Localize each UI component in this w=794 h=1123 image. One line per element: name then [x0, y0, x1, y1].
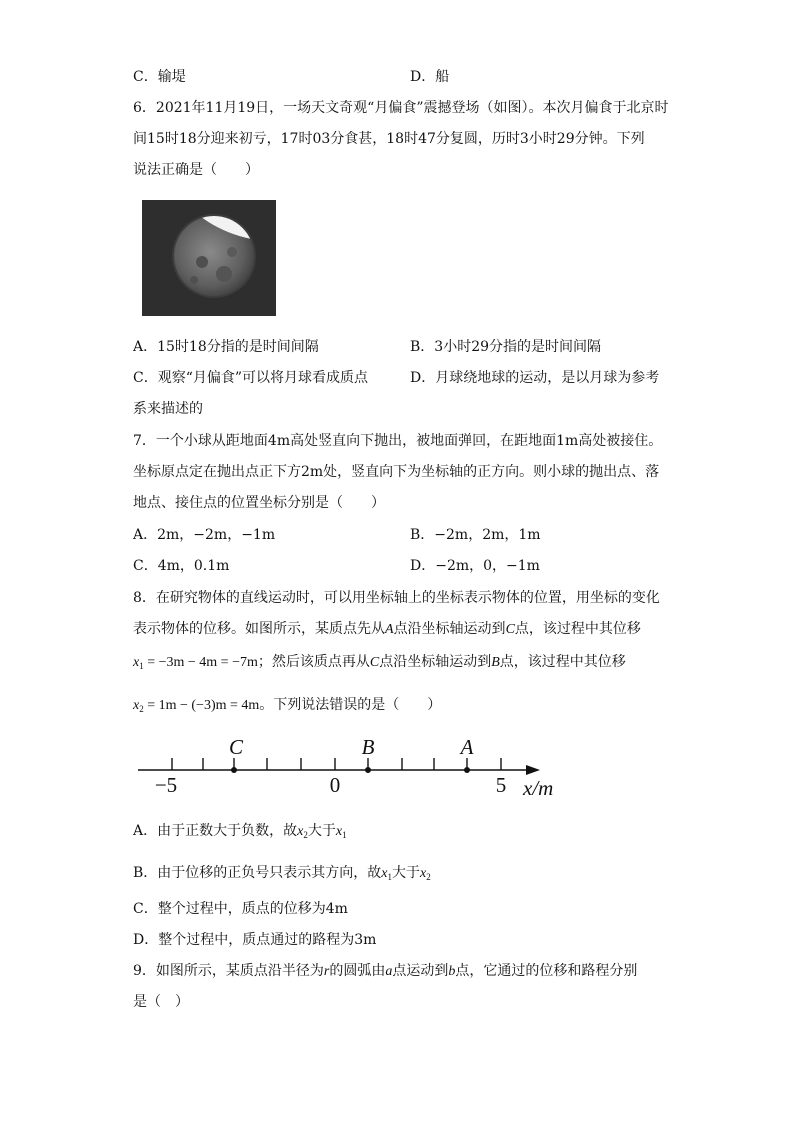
point-c-dot — [231, 767, 237, 773]
tick-label-5: 5 — [495, 773, 507, 797]
q8-stem-line4: $x_2 = 1m - (-3)m = 4m$。下列说法错误的是（ ） — [133, 697, 442, 714]
axis-label-c: C — [228, 735, 244, 759]
point-a-label: A — [385, 622, 394, 637]
q6-stem-line3: 说法正确是（ ） — [133, 162, 259, 178]
q5-option-c: C．输堤 — [133, 69, 186, 85]
q6-option-d-line2: 系来描述的 — [133, 401, 203, 417]
q5-option-d: D．船 — [410, 69, 450, 85]
q7-stem-line2: 坐标原点定在抛出点正下方2m处，竖直向下为坐标轴的正方向。则小球的抛出点、落 — [133, 464, 660, 480]
number-axis-figure — [130, 730, 570, 806]
q6-option-c: C．观察“月偏食”可以将月球看成质点 — [133, 370, 369, 386]
q9-stem-line1: 9．如图所示，某质点沿半径为r的圆弧由a点运动到b点，它通过的位移和路程分别 — [133, 963, 638, 979]
point-c-label: C — [505, 622, 515, 637]
q6-option-a: A．15时18分指的是时间间隔 — [133, 339, 319, 355]
q8-option-d: D．整个过程中，质点通过的路程为3m — [133, 932, 377, 948]
tick-label-0: 0 — [329, 773, 341, 797]
q7-option-d: D．−2m，0，−1m — [410, 558, 540, 574]
axis-unit-label: x/m — [523, 776, 554, 800]
q7-option-a: A．2m，−2m，−1m — [133, 527, 276, 543]
q6-stem-line2: 间15时18分迎来初亏，17时03分食甚，18时47分复圆，历时3小时29分钟。下列 — [133, 131, 645, 147]
x2-formula: $x_2 = 1m - (-3)m = 4m$ — [133, 698, 260, 714]
q7-stem-line3: 地点、接住点的位置坐标分别是（ ） — [133, 495, 385, 511]
q8-stem-line1: 8．在研究物体的直线运动时，可以用坐标轴上的坐标表示物体的位置，用坐标的变化 — [133, 590, 660, 606]
q7-option-b: B．−2m，2m，1m — [410, 527, 541, 543]
point-a-dot — [464, 767, 470, 773]
q9-stem-line2: 是（ ） — [133, 994, 189, 1010]
q8-option-c: C．整个过程中，质点的位移为4m — [133, 901, 348, 917]
lunar-eclipse-photo — [142, 200, 276, 316]
tick-label-minus5: −5 — [154, 773, 178, 797]
x1-formula: $x_1 = -3m - 4m = -7m$ — [133, 655, 258, 671]
q7-stem-line1: 7．一个小球从距地面4m高处竖直向下抛出，被地面弹回，在距地面1m高处被接住。 — [133, 433, 663, 449]
q6-stem-line1: 6．2021年11月19日，一场天文奇观“月偏食”震撼登场（如图）。本次月偏食于北京时 — [133, 100, 669, 116]
axis-label-a: A — [460, 735, 474, 759]
axis-label-b: B — [361, 735, 375, 759]
q8-option-a: A．由于正数大于负数，故$x_2$大于$x_1$ — [133, 823, 347, 840]
q8-option-b: B．由于位移的正负号只表示其方向，故$x_1$大于$x_2$ — [133, 865, 431, 882]
axis-arrow — [526, 765, 540, 775]
q6-option-d-line1: D．月球绕地球的运动，是以月球为参考 — [410, 370, 660, 386]
q6-option-b: B．3小时29分指的是时间间隔 — [410, 339, 602, 355]
q7-option-c: C．4m，0.1m — [133, 558, 230, 574]
q8-stem-line2: 表示物体的位移。如图所示，某质点先从A点沿坐标轴运动到C点，该过程中其位移 — [133, 621, 641, 637]
q8-stem-line3: $x_1 = -3m - 4m = -7m$；然后该质点再从C点沿坐标轴运动到B点，该过程中其位移 — [133, 654, 626, 671]
point-b-dot — [365, 767, 371, 773]
